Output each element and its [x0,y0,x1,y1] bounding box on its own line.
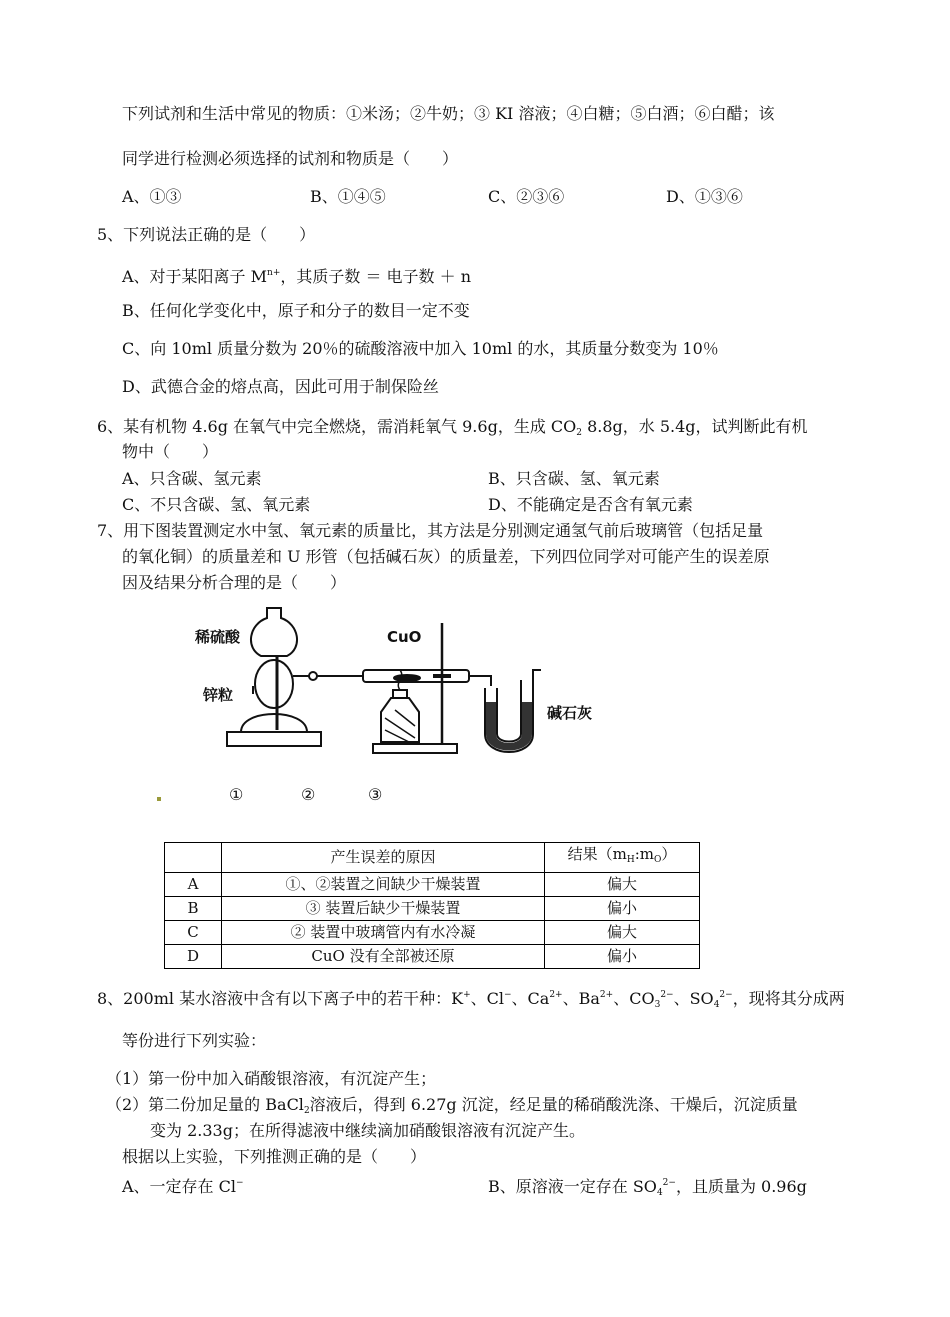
q8-step-2-line-2: 变为 2.33g；在所得滤液中继续滴加硝酸银溶液有沉淀产生。 [150,1121,585,1140]
table-header-row [165,843,700,873]
row-result: 偏大 [545,873,700,897]
q6-option-a: A、只含碳、氢元素 [122,469,262,488]
kipp-bottom-bulb [241,714,307,732]
q6-option-b: B、只含碳、氢、氧元素 [488,469,660,488]
q4-option-d: D、①③⑥ [666,187,743,206]
header-cell-blank [165,843,222,873]
q5-option-a: A、对于某阳离子 $M^{n+}$，其质子数 ＝ 电子数 ＋ n [122,267,472,286]
marker-3: ③ [368,785,383,804]
q6-line-2: 物中（ ） [122,442,219,461]
soda-lime-fill [486,702,532,751]
table-row [165,897,700,921]
apparatus-figure [195,598,615,760]
table-row [165,873,700,897]
q4-line-1: 下列试剂和生活中常见的物质：①米汤；②牛奶；③ KI 溶液；④白糖；⑤白酒；⑥白醋；该 [122,104,775,123]
valve-icon [309,672,317,680]
q6-option-c: C、不只含碳、氢、氧元素 [122,495,311,514]
q7-line-1: 7、用下图装置测定水中氢、氧元素的质量比，其方法是分别测定通氢气前后玻璃管（包括足量 [97,521,764,540]
row-result: 偏小 [545,897,700,921]
table-row [165,921,700,945]
q4-line-2: 同学进行检测必须选择的试剂和物质是（ ） [122,149,459,168]
q4-option-a: A、①③ [122,187,182,206]
row-label: C [165,921,222,945]
label-soda-lime: 碱石灰 [547,704,593,722]
q5-option-d: D、武德合金的熔点高，因此可用于制保险丝 [122,377,439,396]
q5-option-c: C、向 10ml 质量分数为 20％的硫酸溶液中加入 10ml 的水，其质量分数变为 10％ [122,339,719,358]
row-label: B [165,897,222,921]
kipp-top-bulb [251,608,297,656]
row-result: 偏大 [545,921,700,945]
q8-step-1: （1）第一份中加入硝酸银溶液，有沉淀产生； [106,1069,437,1088]
row-label: D [165,945,222,969]
q7-line-2: 的氧化铜）的质量差和 U 形管（包括碱石灰）的质量差，下列四位同学对可能产生的误差原 [122,547,770,566]
label-zinc-granules: 锌粒 [203,686,234,704]
q5-option-b: B、任何化学变化中，原子和分子的数目一定不变 [122,301,470,320]
q4-option-c: C、②③⑥ [488,187,565,206]
q8-line-1: 8、200ml 某水溶液中含有以下离子中的若干种：K+、Cl−、$Ca^{2+}$、$Ba^{2+}$、$CO_3^{2-}$、$SO_4^{2-}$，现将其分成两 [97,989,845,1010]
row-label: A [165,873,222,897]
q8-line-2: 等份进行下列实验： [122,1031,267,1050]
outlet-tube [469,676,491,686]
q8-option-b: B、原溶液一定存在 $SO_4^{2-}$，且质量为 0.96g [488,1177,807,1198]
marker-1: ① [229,785,244,804]
cuo-sample [394,675,420,681]
q8-option-a: A、一定存在 Cl− [122,1177,244,1196]
label-dilute-sulfuric-acid: 稀硫酸 [195,628,241,646]
row-cause: ② 装置中玻璃管内有水冷凝 [222,921,545,945]
lamp-wick-holder [393,690,407,698]
u-tube-outlet [533,670,541,680]
q6-line-1: 6、某有机物 4.6g 在氧气中完全燃烧，需消耗氧气 9.6g，生成 $CO_2$ 8.8g，水 5.4g，试判断此有机 [97,417,808,438]
kipp-base [227,732,321,746]
row-cause: ③ 装置后缺少干燥装置 [222,897,545,921]
kipp-middle-bulb [255,660,293,708]
row-result: 偏小 [545,945,700,969]
q8-step-2: （2）第二份加足量的 BaCl$_2$溶液后，得到 6.27g 沉淀，经足量的稀硝酸洗涤、干燥后，沉淀质量 [106,1095,798,1116]
q6-option-d: D、不能确定是否含有氧元素 [488,495,693,514]
header-cell-cause: 产生误差的原因 [222,843,545,873]
label-cuo: CuO [387,628,422,646]
q4-option-b: B、①④⑤ [310,187,386,206]
stray-dot [157,797,161,801]
q5-stem: 5、下列说法正确的是（ ） [97,225,316,244]
table-row [165,945,700,969]
row-cause: CuO 没有全部被还原 [222,945,545,969]
row-cause: ①、②装置之间缺少干燥装置 [222,873,545,897]
header-cell-result: 结果$(m_H:m_O)$ [545,843,700,873]
marker-2: ② [301,785,316,804]
q8-conclusion: 根据以上实验，下列推测正确的是（ ） [122,1147,427,1166]
error-analysis-table [164,842,700,969]
stand-base [373,744,457,753]
q7-line-3: 因及结果分析合理的是（ ） [122,573,347,592]
